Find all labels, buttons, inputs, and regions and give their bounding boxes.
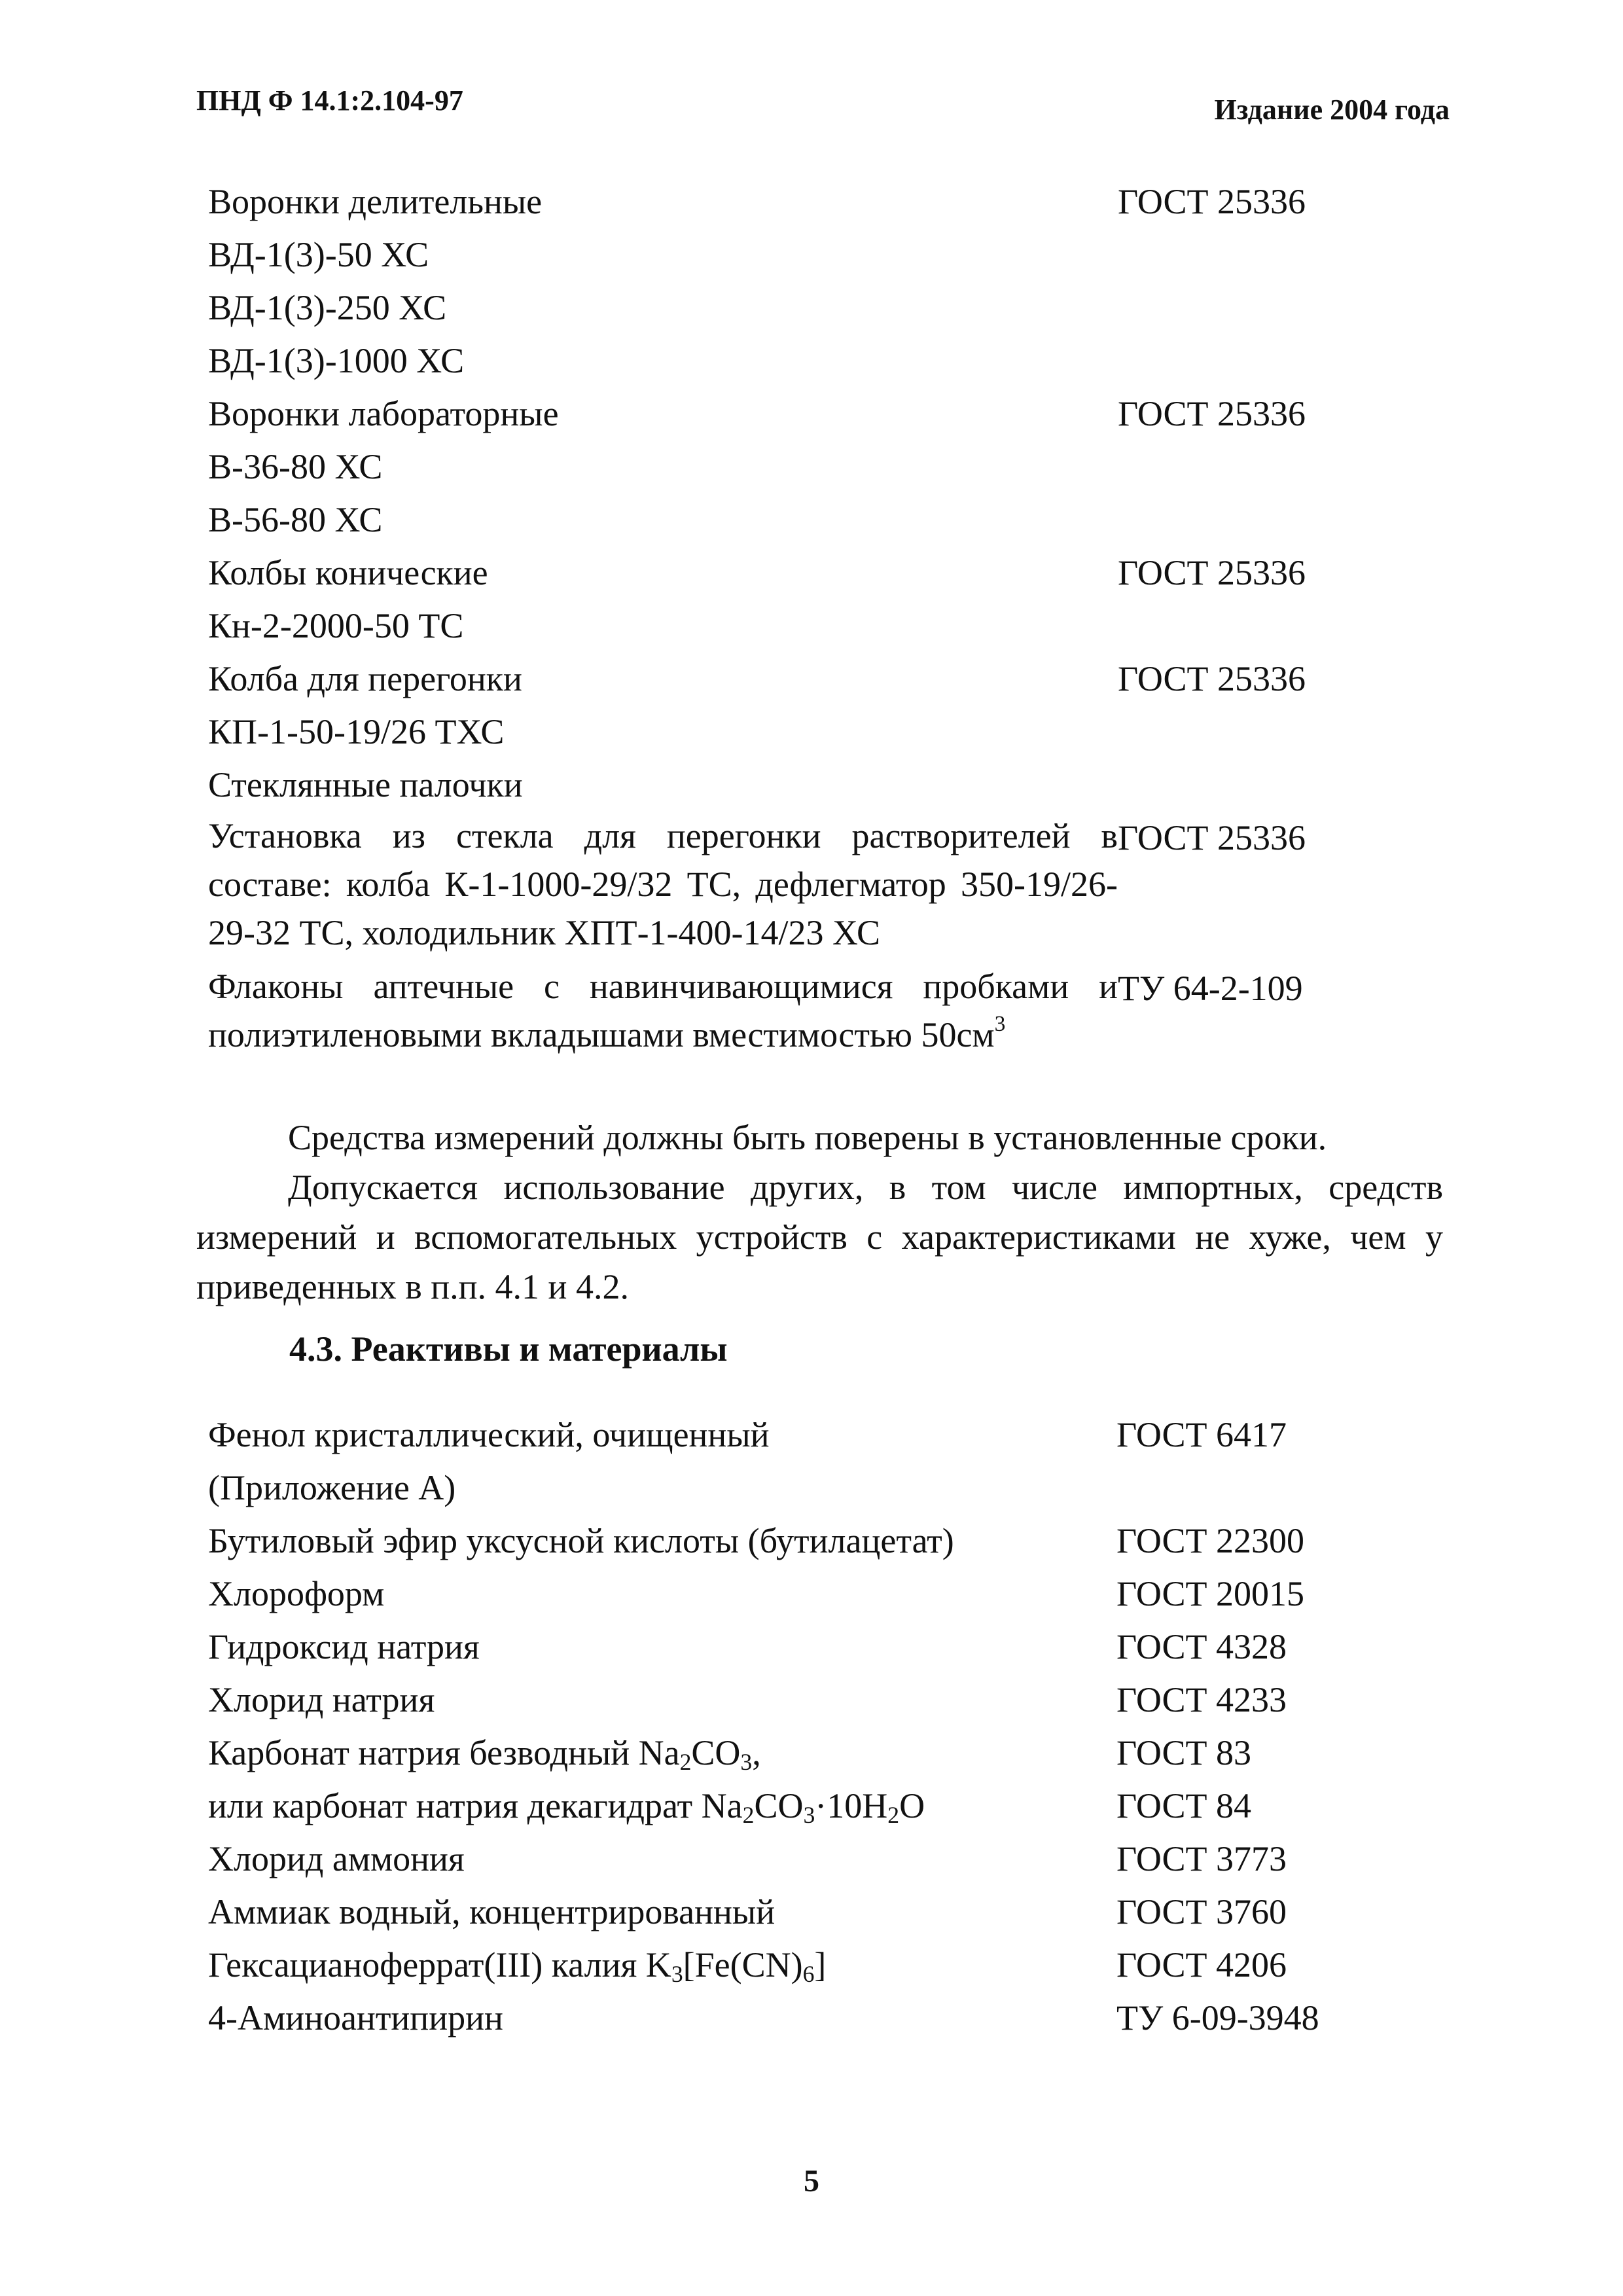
name-part: , bbox=[752, 1733, 761, 1772]
item-name: Хлороформ bbox=[208, 1574, 385, 1613]
item-standard: ГОСТ 20015 bbox=[1116, 1574, 1305, 1613]
item-standard: ТУ 64-2-109 bbox=[1118, 969, 1303, 1008]
list-item bbox=[208, 600, 1452, 653]
item-standard: ГОСТ 84 bbox=[1116, 1786, 1252, 1825]
paragraph: Допускается использование других, в том числе импортных, средств измерений и вспомогательных устройств с характеристиками не хуже, чем у приведенных в п.п. 4.1 и 4.2. bbox=[196, 1168, 1443, 1306]
equipment-list bbox=[208, 175, 1452, 1059]
document-code: ПНД Ф 14.1:2.104-97 bbox=[196, 84, 463, 117]
item-name: Воронки лабораторные bbox=[208, 394, 559, 433]
item-name: ВД-1(3)-50 ХС bbox=[208, 235, 429, 274]
section-title: 4.3. Реактивы и материалы bbox=[289, 1329, 728, 1369]
item-standard: ТУ 6-09-3948 bbox=[1116, 1998, 1319, 2037]
item-standard: ГОСТ 25336 bbox=[1118, 659, 1306, 698]
list-item bbox=[208, 1833, 1452, 1886]
list-item bbox=[208, 547, 1452, 600]
item-name: ВД-1(3)-250 ХС bbox=[208, 288, 447, 327]
list-item bbox=[208, 281, 1452, 334]
item-name: В-56-80 ХС bbox=[208, 500, 383, 539]
item-name bbox=[208, 1939, 1116, 1992]
list-item bbox=[208, 962, 1452, 1059]
list-item bbox=[208, 1780, 1452, 1833]
name-part: Карбонат натрия безводный Na bbox=[208, 1733, 680, 1772]
item-name: Колбы конические bbox=[208, 553, 488, 592]
list-item bbox=[208, 1992, 1452, 2045]
list-item bbox=[208, 1515, 1452, 1568]
item-name: ВД-1(3)-1000 ХС bbox=[208, 341, 465, 380]
name-part: или карбонат натрия декагидрат Na bbox=[208, 1786, 743, 1825]
name-part: [Fe(CN) bbox=[683, 1945, 803, 1984]
list-item bbox=[208, 706, 1452, 759]
item-standard: ГОСТ 6417 bbox=[1116, 1415, 1287, 1454]
page-number: 5 bbox=[804, 2164, 819, 2198]
list-item bbox=[208, 1568, 1452, 1621]
edition-label: Издание 2004 года bbox=[1214, 94, 1450, 126]
item-name: Гидроксид натрия bbox=[208, 1627, 480, 1666]
item-standard: ГОСТ 3760 bbox=[1116, 1892, 1287, 1931]
item-standard: ГОСТ 25336 bbox=[1118, 818, 1306, 857]
body-text bbox=[196, 1113, 1443, 1312]
item-name: Кн-2-2000-50 ТС bbox=[208, 606, 464, 645]
item-name bbox=[208, 962, 1118, 1059]
list-item bbox=[208, 812, 1452, 957]
list-item bbox=[208, 387, 1452, 440]
list-item bbox=[208, 228, 1452, 281]
subscript: 3 bbox=[740, 1748, 753, 1775]
list-item bbox=[208, 1462, 1452, 1515]
subscript: 2 bbox=[887, 1801, 900, 1828]
list-item bbox=[208, 1727, 1452, 1780]
item-name: Установка из стекла для перегонки растворителей в составе: колба К-1-1000-29/32 ТС, дефлегматор 350-19/26-29-32 ТС, холодильник ХПТ-1-400-14/23 ХС bbox=[208, 816, 1118, 952]
list-item bbox=[208, 1886, 1452, 1939]
name-part: Гексацианоферрат(III) калия K bbox=[208, 1945, 671, 1984]
item-name: Стеклянные палочки bbox=[208, 765, 523, 804]
item-standard: ГОСТ 25336 bbox=[1118, 394, 1306, 433]
item-standard: ГОСТ 3773 bbox=[1116, 1839, 1287, 1878]
list-item bbox=[208, 1939, 1452, 1992]
list-item bbox=[208, 1408, 1452, 1462]
item-name: Хлорид аммония bbox=[208, 1839, 465, 1878]
item-name bbox=[208, 1727, 1116, 1780]
item-standard: ГОСТ 25336 bbox=[1118, 182, 1306, 221]
item-standard: ГОСТ 4233 bbox=[1116, 1680, 1287, 1719]
subscript: 2 bbox=[742, 1801, 755, 1828]
item-name: Колба для перегонки bbox=[208, 659, 522, 698]
list-item bbox=[208, 759, 1452, 812]
item-name: Фенол кристаллический, очищенный bbox=[208, 1415, 770, 1454]
item-standard: ГОСТ 4206 bbox=[1116, 1945, 1287, 1984]
subscript: 6 bbox=[802, 1960, 815, 1987]
item-name-text: Флаконы аптечные с навинчивающимися пробками и полиэтиленовыми вкладышами вместимостью 50см bbox=[208, 967, 1118, 1054]
item-name: В-36-80 ХС bbox=[208, 447, 383, 486]
item-name: КП-1-50-19/26 ТХС bbox=[208, 712, 505, 751]
page-header bbox=[196, 77, 1450, 130]
item-standard: ГОСТ 83 bbox=[1116, 1733, 1252, 1772]
list-item bbox=[208, 334, 1452, 387]
paragraph: Средства измерений должны быть поверены в установленные сроки. bbox=[288, 1118, 1327, 1157]
item-standard: ГОСТ 25336 bbox=[1118, 553, 1306, 592]
list-item bbox=[208, 440, 1452, 493]
list-item bbox=[208, 1674, 1452, 1727]
item-name: Воронки делительные bbox=[208, 182, 543, 221]
list-item bbox=[208, 653, 1452, 706]
reagents-list bbox=[208, 1408, 1452, 2045]
name-part: ] bbox=[814, 1945, 827, 1984]
superscript: 3 bbox=[994, 1011, 1006, 1036]
item-name bbox=[208, 1780, 1116, 1833]
item-standard: ГОСТ 4328 bbox=[1116, 1627, 1287, 1666]
list-item bbox=[208, 175, 1452, 228]
name-part: O bbox=[899, 1786, 925, 1825]
item-name: (Приложение А) bbox=[208, 1468, 456, 1507]
item-name: 4-Аминоантипирин bbox=[208, 1998, 503, 2037]
name-part: CO bbox=[691, 1733, 741, 1772]
item-name: Бутиловый эфир уксусной кислоты (бутилацетат) bbox=[208, 1521, 954, 1560]
subscript: 2 bbox=[679, 1748, 692, 1775]
subscript: 3 bbox=[803, 1801, 815, 1828]
item-name: Аммиак водный, концентрированный bbox=[208, 1892, 776, 1931]
list-item bbox=[208, 1621, 1452, 1674]
subscript: 3 bbox=[671, 1960, 683, 1987]
name-part: ·10H bbox=[815, 1786, 888, 1825]
item-name: Хлорид натрия bbox=[208, 1680, 435, 1719]
spacer bbox=[208, 957, 1452, 962]
name-part: CO bbox=[754, 1786, 804, 1825]
item-standard: ГОСТ 22300 bbox=[1116, 1521, 1305, 1560]
list-item bbox=[208, 493, 1452, 547]
